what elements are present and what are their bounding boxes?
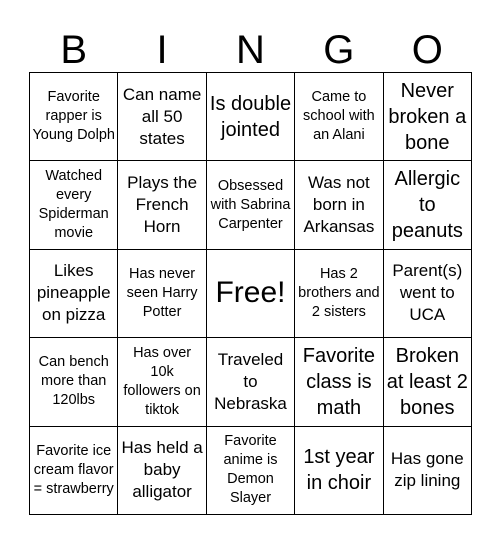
header-letter-o: O	[411, 28, 444, 72]
header-letter-n: N	[236, 28, 266, 72]
bingo-cell[interactable]: Was not born in Arkansas	[295, 161, 383, 249]
bingo-cell[interactable]: Has gone zip lining	[384, 427, 472, 515]
bingo-cell[interactable]: Can bench more than 120lbs	[30, 338, 118, 426]
bingo-cell[interactable]: Favorite ice cream flavor = strawberry	[30, 427, 118, 515]
bingo-cell[interactable]: Obsessed with Sabrina Carpenter	[207, 161, 295, 249]
bingo-cell[interactable]: Has 2 brothers and 2 sisters	[295, 250, 383, 338]
header-letter-i: I	[156, 28, 169, 72]
bingo-grid	[29, 72, 472, 515]
bingo-cell[interactable]: Favorite rapper is Young Dolph	[30, 73, 118, 161]
bingo-cell[interactable]: Has never seen Harry Potter	[118, 250, 206, 338]
bingo-cell[interactable]: 1st year in choir	[295, 427, 383, 515]
bingo-cell[interactable]: Traveled to Nebraska	[207, 338, 295, 426]
bingo-cell[interactable]: Broken at least 2 bones	[384, 338, 472, 426]
header-letter-g: G	[323, 28, 356, 72]
bingo-cell[interactable]: Parent(s) went to UCA	[384, 250, 472, 338]
bingo-cell[interactable]: Is double jointed	[207, 73, 295, 161]
bingo-cell[interactable]: Never broken a bone	[384, 73, 472, 161]
bingo-cell[interactable]: Plays the French Horn	[118, 161, 206, 249]
bingo-cell[interactable]: Likes pineapple on pizza	[30, 250, 118, 338]
bingo-cell[interactable]: Favorite class is math	[295, 338, 383, 426]
header-letter-b: B	[60, 28, 89, 72]
bingo-cell[interactable]: Favorite anime is Demon Slayer	[207, 427, 295, 515]
bingo-header	[30, 28, 472, 72]
bingo-cell[interactable]: Has held a baby alligator	[118, 427, 206, 515]
bingo-cell[interactable]: Has over 10k followers on tiktok	[118, 338, 206, 426]
bingo-cell[interactable]: Came to school with an Alani	[295, 73, 383, 161]
bingo-cell[interactable]: Watched every Spiderman movie	[30, 161, 118, 249]
bingo-cell[interactable]: Can name all 50 states	[118, 73, 206, 161]
free-space[interactable]: Free!	[207, 250, 295, 338]
bingo-cell[interactable]: Allergic to peanuts	[384, 161, 472, 249]
